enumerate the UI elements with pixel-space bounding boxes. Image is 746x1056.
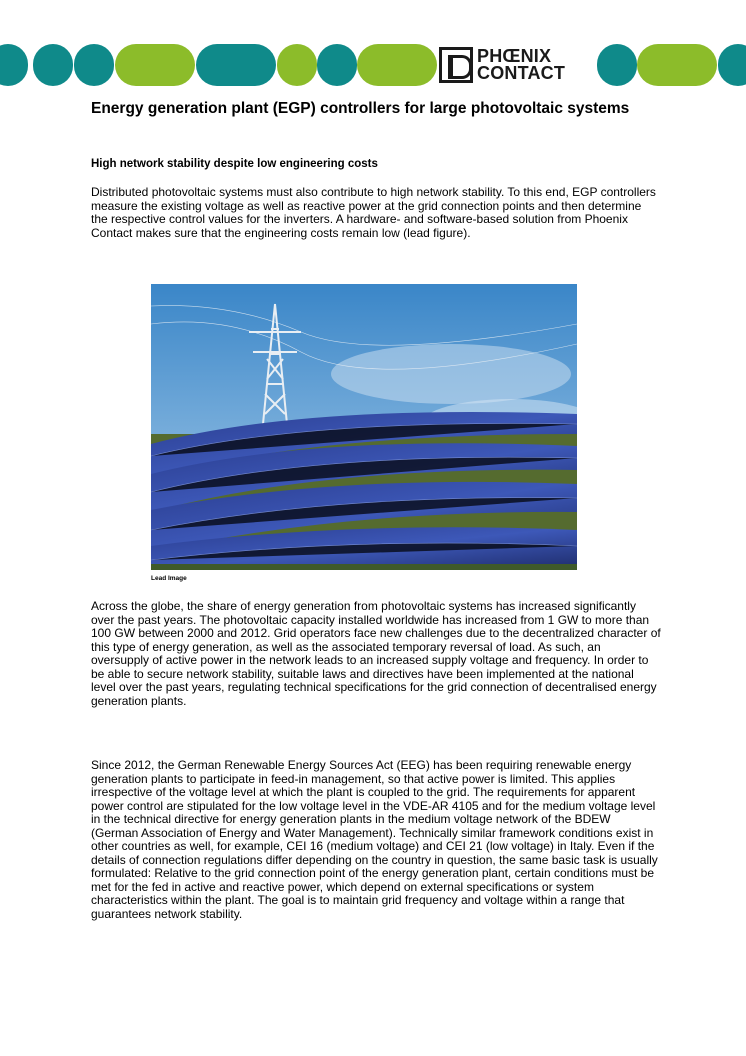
banner-pill	[277, 44, 317, 86]
logo-mark-icon	[439, 47, 473, 83]
banner-pill	[74, 44, 114, 86]
banner-pill	[597, 44, 637, 86]
banner-pill	[33, 44, 73, 86]
intro-paragraph: Distributed photovoltaic systems must also contribute to high network stability. To this end, EGP controllers measure the existing voltage as well as reactive power at the grid connection points and then determine the respective control values for the inverters. A hardware- and software-based solution from Phoenix Contact makes sure that the engineering costs remain low (lead figure).	[91, 185, 656, 240]
banner-pill	[317, 44, 357, 86]
article-subtitle: High network stability despite low engineering costs	[91, 158, 378, 170]
banner-pill	[637, 44, 717, 86]
image-caption: Lead Image	[151, 575, 187, 582]
body-paragraph-2: Since 2012, the German Renewable Energy Sources Act (EEG) has been requiring renewable energy generation plants to participate in feed-in management, so that active power is limited. This applies irrespective of the voltage level at which the plant is coupled to the grid. The requirements for apparent power control are stipulated for the low voltage level in the VDE-AR 4105 and for the medium voltage level in the technical directive for energy generation plants in the medium voltage network of the BDEW (German Association of Energy and Water Management). Technically similar framework conditions exist in other countries as well, for example, CEI 16 (medium voltage) and CEI 21 (low voltage) in Italy. Even if the details of connection regulations differ depending on the country in question, the same basic task is usually formulated: Relative to the grid connection point of the energy generation plant, certain conditions must be met for the fed in active and reactive power, which depend on external specifications or system characteristics within the plant. The goal is to maintain grid frequency and voltage within a range that guarantees network stability.	[91, 758, 658, 921]
banner-pill	[718, 44, 746, 86]
banner-pill	[196, 44, 276, 86]
banner-pill	[357, 44, 437, 86]
banner-pill	[0, 44, 28, 86]
logo-text-line2: CONTACT	[477, 63, 566, 83]
banner-pill	[115, 44, 195, 86]
body-paragraph-1: Across the globe, the share of energy generation from photovoltaic systems has increased significantly over the past years. The photovoltaic capacity installed worldwide has increased from 1 GW to more than 100 GW between 2000 and 2012. Grid operators face new challenges due to the decentralized character of this type of energy generation, as well as the associated temporary reversal of load. As such, an oversupply of active power in the network leads to an increased supply voltage and frequency. In order to be able to secure network stability, suitable laws and directives have been implemented at the national level over the past years, regulating technical specifications for the grid connection of decentralised energy generation plants.	[91, 599, 661, 708]
article-title: Energy generation plant (EGP) controllers for large photovoltaic systems	[91, 100, 630, 117]
header-banner	[0, 44, 746, 86]
logo-text-line1: PHŒNIX	[477, 46, 552, 66]
lead-image-photo	[151, 284, 577, 570]
phoenix-contact-logo	[439, 45, 596, 85]
